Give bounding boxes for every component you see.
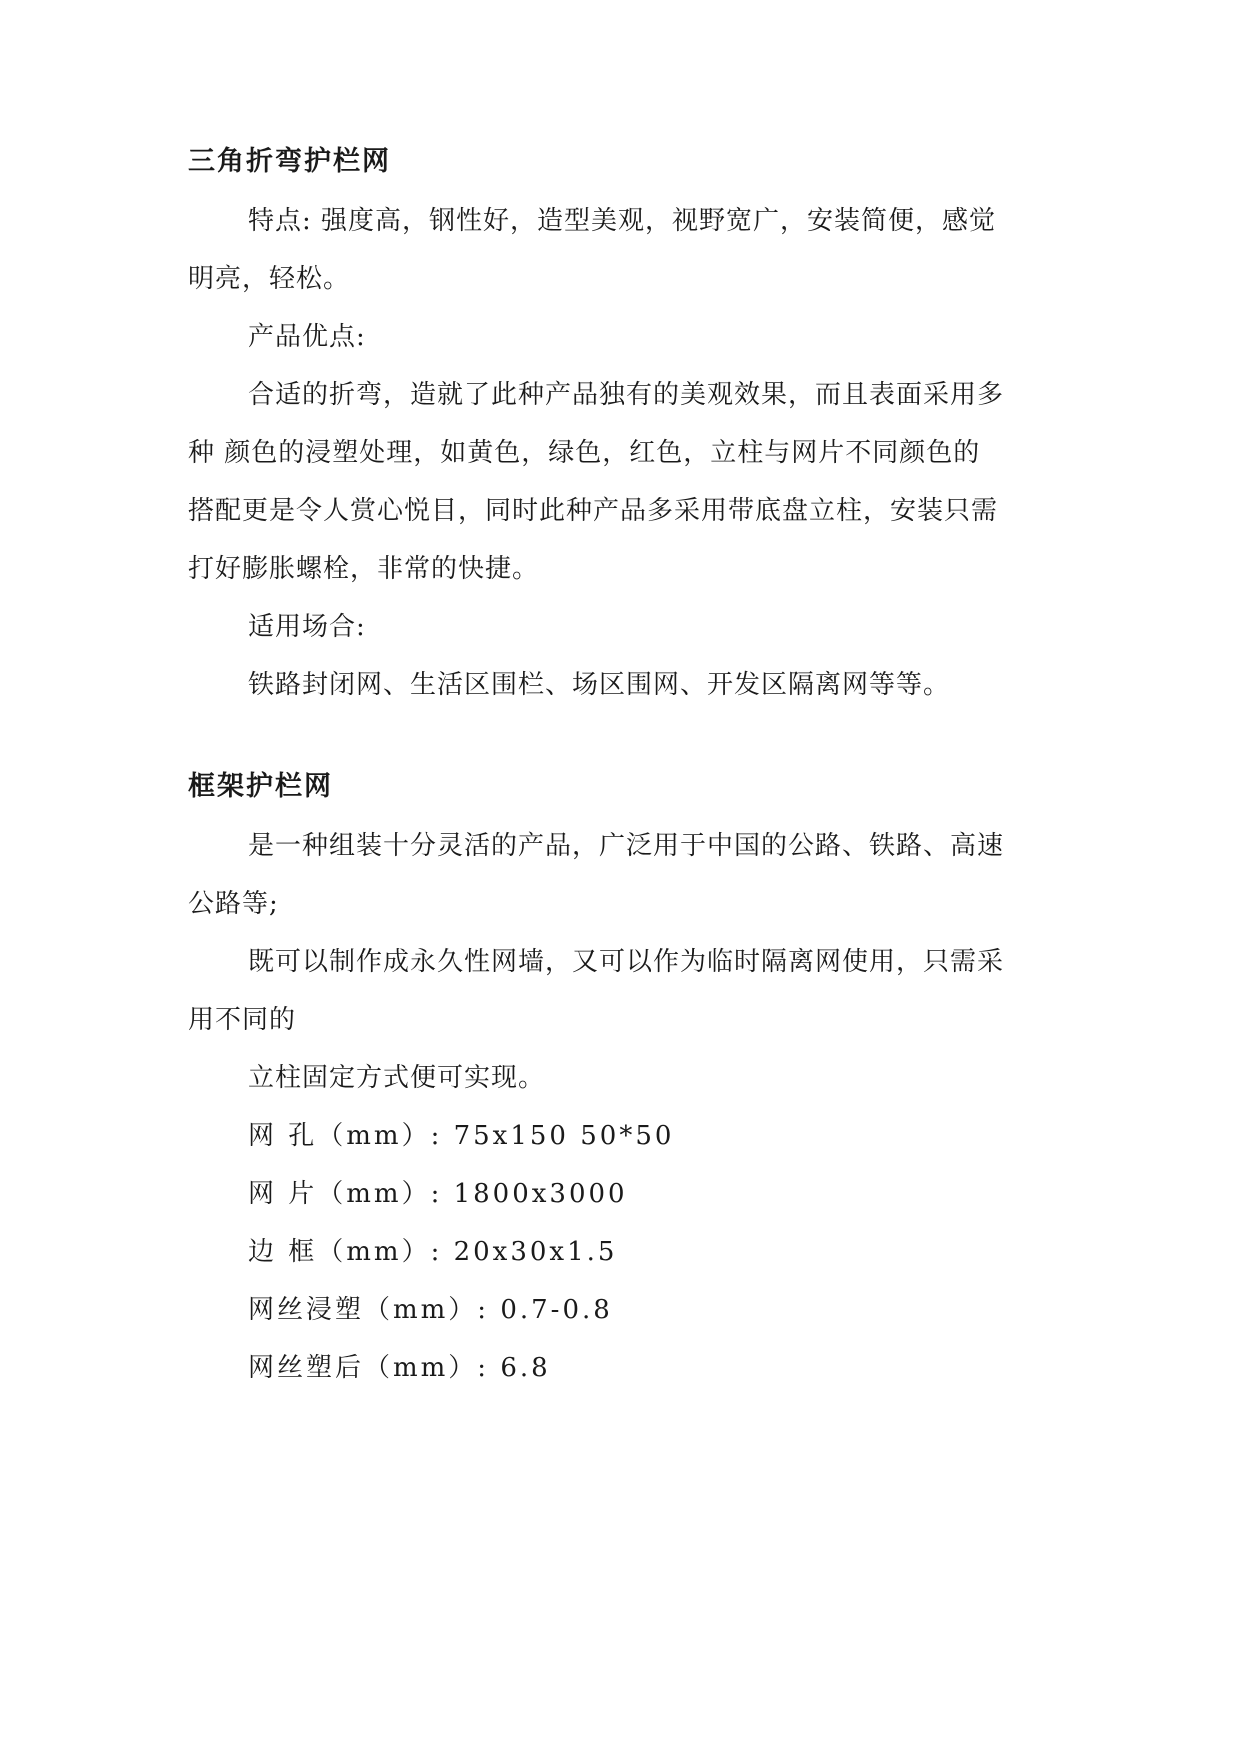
section1-advantages-line2: 种 颜色的浸塑处理，如黄色，绿色，红色，立柱与网片不同颜色的: [188, 438, 981, 468]
section1-features-line2: 明亮，轻松。: [188, 264, 351, 294]
section2-intro-line2: 公路等;: [188, 889, 279, 919]
spec-wire-coating: 网丝浸塑（mm）: 0.7-0.8: [248, 1295, 613, 1325]
section1-applications-label: 适用场合:: [248, 612, 366, 642]
section1-advantages-line3: 搭配更是令人赏心悦目，同时此种产品多采用带底盘立柱，安装只需: [188, 496, 999, 526]
section1-title: 三角折弯护栏网: [188, 146, 391, 177]
section2-usage-line2: 用不同的: [188, 1005, 297, 1035]
section1-advantages-label: 产品优点:: [248, 322, 366, 352]
spec-mesh-opening: 网 孔（mm）: 75x150 50*50: [248, 1121, 675, 1151]
spec-frame-size: 边 框（mm）: 20x30x1.5: [248, 1237, 618, 1267]
spec-panel-size: 网 片（mm）: 1800x3000: [248, 1179, 628, 1209]
section1-features-line1: 特点: 强度高，钢性好，造型美观，视野宽广，安装简便，感觉: [248, 206, 997, 236]
section1-advantages-line1: 合适的折弯，造就了此种产品独有的美观效果，而且表面采用多: [248, 380, 1005, 410]
section2-title: 框架护栏网: [188, 771, 333, 802]
section2-usage-line1: 既可以制作成永久性网墙，又可以作为临时隔离网使用，只需采: [248, 947, 1005, 977]
section2-usage-line3: 立柱固定方式便可实现。: [248, 1063, 546, 1093]
section1-applications-text: 铁路封闭网、生活区围栏、场区围网、开发区隔离网等等。: [248, 670, 951, 700]
section1-advantages-line4: 打好膨胀螺栓，非常的快捷。: [188, 554, 540, 584]
section2-intro-line1: 是一种组装十分灵活的产品，广泛用于中国的公路、铁路、高速: [248, 831, 1005, 861]
spec-wire-after-coating: 网丝塑后（mm）: 6.8: [248, 1353, 551, 1383]
